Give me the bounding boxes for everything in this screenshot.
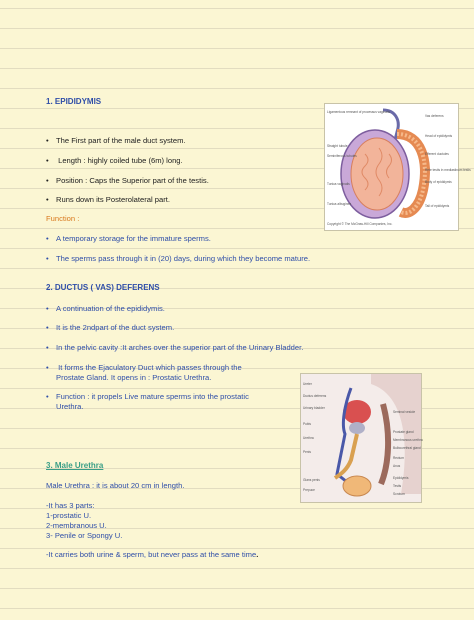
figure-label: Scrotum — [393, 492, 405, 496]
testis-illustration — [325, 104, 458, 230]
function-label: Function : — [46, 214, 80, 223]
figure-label: Tail of epididymis — [425, 204, 450, 208]
list-item: • A temporary storage for the immature sperms. — [46, 234, 211, 243]
list-item: • Length : highly coiled tube (6m) long. — [46, 156, 183, 165]
list-item: • It is the 2ndpart of the duct system. — [46, 323, 175, 332]
figure-label: Penis — [303, 450, 311, 454]
list-item: • Position : Caps the Superior part of the testis. — [46, 176, 209, 185]
testis-epididymis-figure — [324, 103, 471, 231]
figure-label: Prostate gland — [393, 430, 414, 434]
figure-label: Tunica vaginalis — [327, 182, 350, 186]
figure-label: Ductus deferens — [303, 394, 327, 398]
figure-label: Bulbourethral gland — [393, 446, 421, 450]
list-item: • The sperms pass through it in (20) days, during which they become mature. — [46, 254, 311, 263]
figure-label: Pubis — [303, 422, 311, 426]
list-item-continued: Prostate Gland. It opens in : Prostatic Urethra. — [56, 373, 212, 382]
figure-label: Urinary bladder — [303, 406, 325, 410]
list-item: • Function : it propels Live mature sperms into the prostatic — [46, 392, 249, 401]
list-item: • Runs down its Posterolateral part. — [46, 195, 170, 204]
figure-label: Ligamentous remnant of processus vaginalis — [327, 110, 391, 114]
heading-male-urethra: 3. Male Urethra — [46, 461, 104, 470]
figure-label: Anus — [393, 464, 401, 468]
figure-label: Head of epididymis — [425, 134, 453, 138]
list-item: • It forms the Ejaculatory Duct which passes through the — [46, 363, 242, 372]
figure-credit: Copyright © The McGraw-Hill Companies, Inc. — [327, 222, 393, 226]
heading-epididymis: 1. EPIDIDYMIS — [46, 97, 102, 106]
parts-intro: -It has 3 parts: — [46, 501, 95, 510]
figure-label: Prepuce — [303, 488, 315, 492]
figure-label: Seminal vesicle — [393, 410, 416, 414]
figure-label: Vas deferens — [425, 114, 444, 118]
list-item: 3- Penile or Spongy U. — [46, 531, 123, 540]
urethra-carries: -It carries both urine & sperm, but never pass at the same time. — [46, 550, 259, 559]
male-reproductive-figure — [300, 373, 422, 503]
list-item: 2-membranous U. — [46, 521, 107, 530]
figure-label: Testis — [393, 484, 402, 488]
figure-label: Straight tubule — [327, 144, 348, 148]
figure-label: Seminiferous tubules — [327, 154, 357, 158]
urethra-length: Male Urethra : it is about 20 cm in length. — [46, 481, 185, 490]
list-item: 1-prostatic U. — [46, 511, 92, 520]
figure-label: Urethra — [303, 436, 314, 440]
figure-label: Ureter — [303, 382, 312, 386]
list-item: • In the pelvic cavity :It arches over the superior part of the Urinary Bladder. — [46, 343, 304, 352]
list-item-continued: Urethra. — [56, 402, 84, 411]
figure-label: Body of epididymis — [425, 180, 452, 184]
list-item: • A continuation of the epididymis. — [46, 304, 165, 313]
figure-label: Tunica albuginea — [327, 202, 352, 206]
heading-ductus-deferens: 2. DUCTUS ( VAS) DEFERENS — [46, 283, 160, 292]
list-item: • The First part of the male duct system. — [46, 136, 186, 145]
figure-label: Rectum — [393, 456, 404, 460]
figure-label: Glans penis — [303, 478, 320, 482]
figure-label: Efferent ductules — [425, 152, 449, 156]
figure-label: Membranous urethra — [393, 438, 423, 442]
figure-label: Rete testis in mediastinum testis — [425, 168, 471, 172]
figure-label: Epididymis — [393, 476, 409, 480]
